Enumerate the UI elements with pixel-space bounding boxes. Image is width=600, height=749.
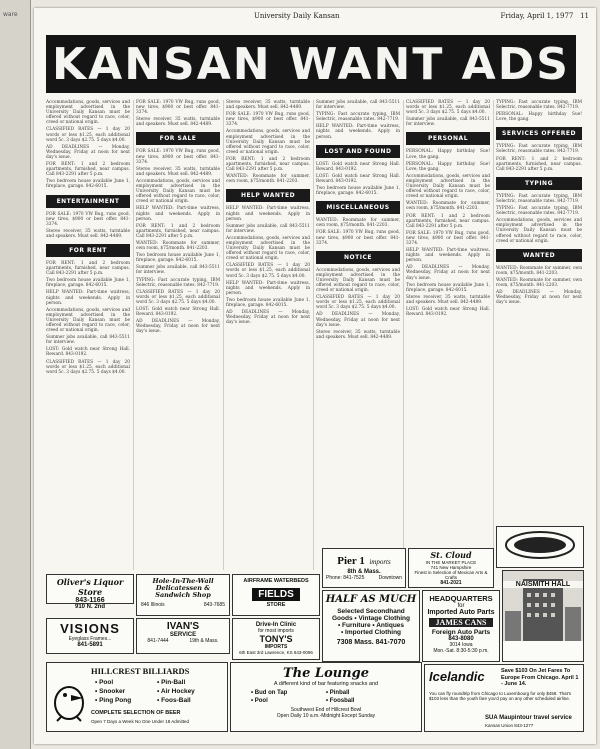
body-text: FOR SALE: 1970 VW Bug, runs good, new tires, $900 or best offer. 841-3374. <box>136 149 220 165</box>
paper-name: University Daily Kansan <box>254 12 340 20</box>
body-text: LOST: Gold watch near Strong Hall. Reward. 843-0192. <box>136 307 220 318</box>
body-text: Stereo receiver, 35 watts, turntable and speakers. Must sell. 842-4489. <box>406 294 490 305</box>
ad-restaurant-logo <box>496 526 584 568</box>
ad-brand: JAMES CANS <box>429 618 493 627</box>
ad-title: Oliver's Liquor Store <box>56 577 124 597</box>
section-for-rent: FOR RENT <box>46 244 130 257</box>
ad-amenity: • Foos-Ball <box>157 697 191 704</box>
ad-amenity: • Pin-Ball <box>157 679 186 686</box>
column-rule <box>403 100 404 570</box>
ad-subtitle: A different kind of bar featuring snacks and <box>273 681 379 687</box>
body-text: PERSONAL: Happy birthday Sue! Love, the gang. <box>406 161 490 172</box>
ad-address: 910 N. 2nd <box>74 604 105 610</box>
body-text: WANTED: Roommate for summer, own room, $75/month. 841-2203. <box>406 201 490 212</box>
ad-line: Selected Secondhand <box>337 608 405 615</box>
page-number: 11 <box>580 12 589 20</box>
body-text: CLASSIFIED RATES — 1 day 20 words or less $1.25, each additional word 5c. 3 days $2.75. 5 days $4.00. <box>46 359 130 375</box>
ad-amenity: • Bud on Tap <box>251 690 288 696</box>
body-text: TYPING: Fast accurate typing, IBM Selectric, reasonable rates. 842-7719. <box>496 144 582 155</box>
ad-visions <box>46 618 134 654</box>
issue-date: Friday, April 1, 1977 <box>500 12 574 20</box>
body-text: CLASSIFIED RATES — 1 day 20 words or less $1.25, each additional word 5c. 3 days $2.75. 5 days $4.00. <box>316 295 400 311</box>
body-text: TYPING: Fast accurate typing, IBM Selectric, reasonable rates. 842-7719. <box>496 206 582 217</box>
ad-half-as-much <box>322 590 420 662</box>
ad-suffix: imports <box>369 558 391 566</box>
ad-liquor-store <box>46 574 134 610</box>
body-text: Accommodations, goods, services and employment advertised in the University Daily Kansan must be offered without regard to race, color, creed or national origin. <box>136 178 220 205</box>
body-text: Two bedroom house available June 1, fireplace, garage. 842-6015. <box>136 253 220 264</box>
body-text: FOR SALE: 1970 VW Bug, runs good, new tires, $900 or best offer. 841-3374. <box>136 100 220 116</box>
column-2 <box>136 100 220 570</box>
section-services-offered: SERVICES OFFERED <box>496 127 582 140</box>
body-text: FOR RENT: 1 and 2 bedroom apartments, furnished, near campus. Call 843-2291 after 5 p.m. <box>226 156 310 173</box>
ad-line: Goods • Vintage Clothing <box>332 615 410 622</box>
ad-amenity: • Ping Pong <box>95 697 132 704</box>
body-text: CLASSIFIED RATES — 1 day 20 words or less $1.25, each additional word 5c. 3 days $2.75. 5 days $4.00. <box>226 263 310 279</box>
ad-title: VISIONS <box>60 621 120 636</box>
ad-address: Southwest End of Hillcrest Bowl <box>290 707 362 713</box>
ad-amenity: • Pinball <box>326 690 350 696</box>
ad-address: 7308 Mass. 841-7070 <box>336 639 406 646</box>
body-text: Accommodations, goods, services and employment advertised in the University Daily Kansan must be offered without regard to race, color, creed or national origin. <box>406 173 490 200</box>
body-text: Two bedroom house available June 1, fireplace, garage. 842-6015. <box>46 278 130 289</box>
section-notice: NOTICE <box>316 251 400 264</box>
column-rule <box>313 100 314 570</box>
body-text: TYPING: Fast accurate typing, IBM Selectric, reasonable rates. 842-7719. <box>496 100 582 111</box>
ad-line: IMPORTS <box>264 644 288 650</box>
body-text: Accommodations, goods, services and employment advertised in the University Daily Kansan must be offered without regard to race, color, creed or national origin. <box>46 100 130 126</box>
ad-amenities <box>251 689 401 705</box>
body-text: Stereo receiver, 35 watts, turntable and speakers. Must sell. 842-4489. <box>136 117 220 128</box>
body-text: WANTED: Roommate for summer, own room, $75/month. 841-2203. <box>226 174 310 185</box>
ad-line: IN THE MARKET PLACE <box>425 560 477 565</box>
ad-phone: Phone: 841-7525 <box>326 575 365 581</box>
body-text: Accommodations, goods, services and employment advertised in the University Daily Kansan must be offered without regard to race, color, creed or national origin. <box>46 307 130 334</box>
ad-deli <box>136 574 230 616</box>
column-rule <box>493 100 494 570</box>
body-text: TYPING: Fast accurate typing, IBM Selectric, reasonable rates. 842-7719. <box>496 193 582 204</box>
ad-title: The Lounge <box>283 666 369 681</box>
ad-amenities <box>95 678 219 705</box>
body-text: Accommodations, goods, services and employment advertised in the University Daily Kansan must be offered without regard to race, color, creed or national origin. <box>226 129 310 155</box>
body-text: Accommodations, goods, services and employment advertised in the University Daily Kansan must be offered without regard to race, color, creed or national origin. <box>496 218 582 244</box>
ad-line: AIRFRAME WATERBEDS <box>243 578 309 584</box>
ad-pier1 <box>322 548 406 588</box>
body-text: LOST: Gold watch near Strong Hall. Reward. 843-0192. <box>46 347 130 358</box>
ad-phone: 841-5891 <box>77 642 103 648</box>
body-text: PERSONAL: Happy birthday Sue! Love, the gang. <box>496 112 582 123</box>
section-lost-found: LOST AND FOUND <box>316 145 400 158</box>
body-text: CLASSIFIED RATES — 1 day 20 words or less $1.25, each additional word 5c. 3 days $2.75. 5 days $4.00. <box>406 100 490 116</box>
ad-line: for most imports <box>258 628 294 634</box>
column-4 <box>316 100 400 570</box>
ad-address: 3014 Iowa <box>449 642 473 648</box>
body-text: FOR SALE: 1970 VW Bug, runs good, new tires, $900 or best offer. 841-3374. <box>226 112 310 128</box>
column-rule <box>223 100 224 570</box>
ad-hours: Open 7 Days a Week No One Under 18 Admitted <box>91 719 189 724</box>
column-5 <box>406 100 490 570</box>
ad-amenity: • Snooker <box>95 688 126 695</box>
body-text: AD DEADLINES — Monday, Wednesday, Friday at noon for next day's issue. <box>316 312 400 328</box>
body-text: FOR RENT: 1 and 2 bedroom apartments, furnished, near campus. Call 843-2291 after 5 p.m. <box>46 162 130 178</box>
ad-headline: Save $103 On Jet Fares To Europe From Chicago. April 1 - June 14. <box>501 668 579 687</box>
body-text: Two bedroom house available June 1, fireplace, garage. 842-6015. <box>226 297 310 308</box>
ad-title: Hole-In-The-Wall Delicatessen & Sandwich Shop <box>152 577 214 599</box>
body-text: Stereo receiver, 35 watts, turntable and speakers. Must sell. 842-4489. <box>46 228 130 239</box>
ad-hours: Open Daily 10 a.m.-Midnight Except Sunday <box>276 713 376 719</box>
want-ads-banner: KANSAN WANT ADS <box>46 35 576 93</box>
ad-title: HALF AS MUCH <box>325 594 417 605</box>
ad-address: 8th & Mass. <box>347 569 381 575</box>
ad-line: Imported Auto Parts <box>427 609 495 616</box>
section-wanted: WANTED <box>496 249 582 262</box>
body-text: Accommodations, goods, services and employment advertised in the University Daily Kansan must be offered without regard to race, color, creed or national origin. <box>226 235 310 262</box>
ad-brand: FIELDS <box>252 588 300 601</box>
body-text: WANTED: Roommate for summer, own room, $75/month. 841-2203. <box>136 240 220 252</box>
section-entertainment: ENTERTAINMENT <box>46 195 130 208</box>
ad-line: COMPLETE SELECTION OF BEER <box>91 710 181 716</box>
body-text: WANTED: Roommate for summer, own room, $75/month. 841-2203. <box>316 218 400 229</box>
ad-tagline: Eyeglass Frames... <box>68 636 112 642</box>
body-text: FOR SALE: 1970 VW Bug, runs good, new tires, $900 or best offer. 841-3374. <box>316 230 400 246</box>
body-text: Summer jobs available, call 843-5511 for interview. <box>406 117 490 128</box>
ad-line: STORE <box>266 602 286 608</box>
ad-line: for <box>457 603 465 609</box>
column-6 <box>496 100 582 570</box>
body-text: AD DEADLINES — Monday, Wednesday, Friday at noon for next day's issue. <box>136 319 220 335</box>
ad-title: IVAN'S <box>166 621 200 632</box>
body-text: LOST: Gold watch near Strong Hall. Reward. 843-0192. <box>316 173 400 184</box>
ad-title: St. Cloud <box>430 550 472 560</box>
ad-address: 6th East 3rd Lawrence, KS 843-0096 <box>239 650 313 655</box>
body-text: PERSONAL: Happy birthday Sue! Love, the gang. <box>406 149 490 160</box>
ad-line: • Furniture • Antiques <box>337 622 405 629</box>
ad-title: NAISMITH HALL <box>503 581 583 588</box>
ad-hillcrest-billiards <box>46 662 228 732</box>
body-text: CLASSIFIED RATES — 1 day 20 words or less $1.25, each additional word 5c. 3 days $2.75. 5 days $4.00. <box>46 127 130 143</box>
ad-the-lounge <box>230 662 422 732</box>
body-text: WANTED: Roommate for summer, own room, $75/month. 841-2203. <box>496 277 582 288</box>
ad-phone: 843-7685 <box>203 602 225 608</box>
body-text: TYPING: Fast accurate typing, IBM Selectric, reasonable rates. 842-7719. <box>136 277 220 288</box>
ad-icelandic <box>424 664 584 732</box>
body-text: Summer jobs available, call 843-5511 for interview. <box>46 335 130 346</box>
body-text: TYPING: Fast accurate typing, IBM Selectric, reasonable rates. 842-7719. <box>316 112 400 123</box>
ad-headquarters-auto <box>422 590 500 662</box>
body-text: FOR RENT: 1 and 2 bedroom apartments, furnished, near campus. Call 843-2291 after 5 p.m. <box>496 156 582 172</box>
body-text: HELP WANTED: Part-time waitress, nights and weekends. Apply in person. <box>136 206 220 222</box>
ad-phone: 841-2021 <box>440 580 462 586</box>
section-for-sale: FOR SALE <box>136 132 220 145</box>
ad-phone: 841-7444 <box>147 638 169 644</box>
column-1 <box>46 100 130 570</box>
ad-address: Kansas Union 843-1277 <box>485 723 534 728</box>
ad-naismith-hall <box>502 570 584 662</box>
adjacent-page-text: ware <box>3 11 18 18</box>
body-text: Two bedroom house available June 1, fireplace, garage. 842-6015. <box>406 282 490 293</box>
body-text: Accommodations, goods, services and employment advertised in the University Daily Kansan must be offered without regard to race, color, creed or national origin. <box>316 267 400 294</box>
ad-ivans-service <box>136 618 230 654</box>
ad-st-cloud <box>408 548 494 588</box>
ad-title: Pier 1 <box>337 555 365 567</box>
newspaper-page <box>34 8 596 744</box>
ad-tonys-imports <box>232 618 320 660</box>
body-text: FOR RENT: 1 and 2 bedroom apartments, furnished, near campus. Call 843-2291 after 5 p.m. <box>406 213 490 229</box>
ad-address: 846 Illinois <box>141 602 165 608</box>
body-text: Summer jobs available, call 843-5511 for interview. <box>316 100 400 111</box>
body-text: HELP WANTED: Part-time waitress, nights and weekends. Apply in person. <box>226 206 310 222</box>
ad-line: • Imported Clothing <box>340 629 402 636</box>
body-text: FOR RENT: 1 and 2 bedroom apartments, furnished, near campus. Call 843-2291 after 5 p.m. <box>46 260 130 277</box>
body-text: Stereo receiver, 35 watts, turntable and speakers. Must sell. 842-4489. <box>226 100 310 111</box>
ad-line: Finest in Selection of Mexican Arts & Crafts <box>414 570 488 580</box>
body-text: Stereo receiver, 35 watts, turntable and speakers. Must sell. 842-4489. <box>136 166 220 177</box>
body-text: WANTED: Roommate for summer, own room, $75/month. 841-2203. <box>496 265 582 276</box>
body-text: AD DEADLINES — Monday, Wednesday, Friday at noon for next day's issue. <box>46 144 130 160</box>
body-text: LOST: Gold watch near Strong Hall. Reward. 843-0192. <box>406 307 490 318</box>
ad-amenity: • Pool <box>95 679 114 686</box>
ad-phone: 843-1166 <box>75 597 105 604</box>
body-text: AD DEADLINES — Monday, Wednesday, Friday at noon for next day's issue. <box>406 265 490 281</box>
ad-amenity: • Pool <box>251 698 268 704</box>
section-typing: TYPING <box>496 177 582 190</box>
ad-title: TONY'S <box>259 634 293 644</box>
ad-line: Drive-In Clinic <box>255 622 297 628</box>
body-text: LOST: Gold watch near Strong Hall. Reward. 843-0192. <box>316 161 400 172</box>
body-text: FOR RENT: 1 and 2 bedroom apartments, furnished, near campus. Call 843-2291 after 5 p.m. <box>136 223 220 239</box>
column-rule <box>133 100 134 570</box>
body-text: AD DEADLINES — Monday, Wednesday, Friday at noon for next day's issue. <box>496 290 582 306</box>
body-text: Two bedroom house available June 1, fireplace, garage. 842-6015. <box>316 186 400 197</box>
ad-agent: SUA Maupintour travel service <box>485 715 572 721</box>
body-text: HELP WANTED: Part-time waitress, nights and weekends. Apply in person. <box>226 280 310 296</box>
body-text: Two bedroom house available June 1, fireplace, garage. 842-6015. <box>46 179 130 190</box>
jayhawk-mascot-icon <box>51 677 87 721</box>
ad-line: 741 New Hampshire <box>430 565 472 570</box>
ad-title: HILLCREST BILLIARDS <box>91 666 190 676</box>
ad-subtitle: SERVICE <box>169 632 197 638</box>
section-help-wanted: HELP WANTED <box>226 189 310 202</box>
ad-amenity: • Air Hockey <box>157 688 195 695</box>
body-text: FOR SALE: 1970 VW Bug, runs good, new tires, $900 or best offer. 841-3374. <box>46 211 130 227</box>
restaurant-logo-icon <box>500 527 580 563</box>
body-text: Summer jobs available, call 843-5511 for interview. <box>136 265 220 276</box>
body-text: AD DEADLINES — Monday, Wednesday, Friday at noon for next day's issue. <box>226 310 310 326</box>
ad-body: You can fly roundtrip from Chicago to Luxembourg for only $458. That's $103 less than the youth fare you'd pay on any other scheduled airline. <box>429 691 571 702</box>
section-miscellaneous: MISCELLANEOUS <box>316 201 400 214</box>
body-text: Summer jobs available, call 843-5511 for interview. <box>226 223 310 234</box>
column-3 <box>226 100 310 570</box>
ad-area: Downtown <box>378 575 402 581</box>
ad-title: HEADQUARTERS <box>429 594 493 603</box>
ad-waterbeds <box>232 574 320 616</box>
adjacent-page-edge <box>0 0 31 749</box>
body-text: HELP WANTED: Part-time waitress, nights and weekends. Apply in person. <box>316 124 400 140</box>
body-text: HELP WANTED: Part-time waitress, nights and weekends. Apply in person. <box>46 290 130 306</box>
body-text: HELP WANTED: Part-time waitress, nights and weekends. Apply in person. <box>406 248 490 264</box>
body-text: Stereo receiver, 35 watts, turntable and speakers. Must sell. 842-4489. <box>316 329 400 340</box>
body-text: CLASSIFIED RATES — 1 day 20 words or less $1.25, each additional word 5c. 3 days $2.75. 5 days $4.00. <box>136 289 220 305</box>
page-header <box>44 12 589 22</box>
date-and-page <box>501 12 589 20</box>
ad-line: Foreign Auto Parts <box>431 629 491 636</box>
ad-address: 19th & Mass. <box>189 638 219 644</box>
ad-amenity: • Foosball <box>326 698 355 704</box>
body-text: FOR SALE: 1970 VW Bug, runs good, new tires, $900 or best offer. 841-3374. <box>406 230 490 246</box>
section-personal: PERSONAL <box>406 132 490 145</box>
ad-phone: 843-8080 <box>448 636 474 642</box>
ad-hours: Mon.-Sat. 8:30-5:30 p.m. <box>433 648 489 654</box>
ad-title: Icelandic <box>429 669 485 684</box>
